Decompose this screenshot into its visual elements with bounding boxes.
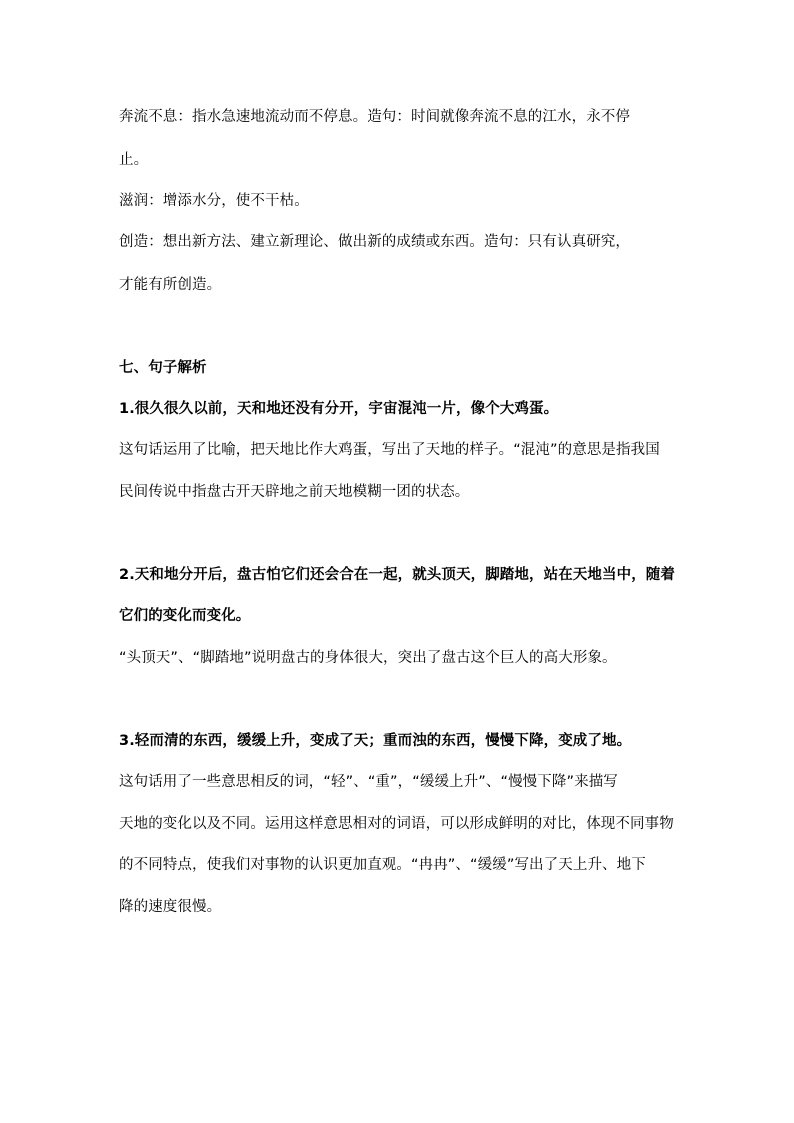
sentence-3-analysis-line-4: 降的速度很慢。 (119, 899, 222, 915)
sentence-1-analysis-line-2: 民间传说中指盘古开天辟地之前天地模糊一团的状态。 (119, 484, 470, 500)
sentence-2-heading-line-1: 2.天和地分开后，盘古怕它们还会合在一起，就头顶天，脚踏地，站在天地当中，随着 (119, 567, 675, 583)
sentence-1-heading: 1.很久很久以前，天和地还没有分开，宇宙混沌一片，像个大鸡蛋。 (119, 401, 559, 417)
sentence-2-analysis-line-1: “头顶天”、“脚踏地”说明盘古的身体很大，突出了盘古这个巨人的高大形象。 (119, 650, 617, 666)
sentence-3-analysis-line-3: 的不同特点，使我们对事物的认识更加直观。“冉冉”、“缓缓”写出了天上升、地下 (119, 857, 646, 873)
sentence-3-heading: 3.轻而清的东西，缓缓上升，变成了天；重而浊的东西，慢慢下降，变成了地。 (119, 733, 632, 749)
sentence-3-analysis-line-1: 这句话用了一些意思相反的词，“轻”、“重”，“缓缓上升”、“慢慢下降”来描写 (119, 774, 618, 790)
sentence-3-analysis-line-2: 天地的变化以及不同。运用这样意思相对的词语，可以形成鲜明的对比，体现不同事物 (119, 816, 674, 832)
sentence-2-heading-line-2: 它们的变化而变化。 (119, 608, 251, 624)
vocab-benliu-line-2: 止。 (119, 152, 149, 168)
vocab-chuangzao-line-1: 创造：想出新方法、建立新理论、做出新的成绩或东西。造句：只有认真研究， (119, 234, 630, 250)
vocab-benliu-line-1: 奔流不息：指水急速地流动而不停息。造句：时间就像奔流不息的江水，永不停 (119, 109, 630, 125)
sentence-1-analysis-line-1: 这句话运用了比喻，把天地比作大鸡蛋，写出了天地的样子。“混沌”的意思是指我国 (119, 442, 660, 458)
section-title: 七、句子解析 (119, 360, 207, 376)
vocab-zirun-line: 滋润：增添水分，使不干枯。 (119, 193, 309, 209)
vocab-chuangzao-line-2: 才能有所创造。 (119, 277, 222, 293)
